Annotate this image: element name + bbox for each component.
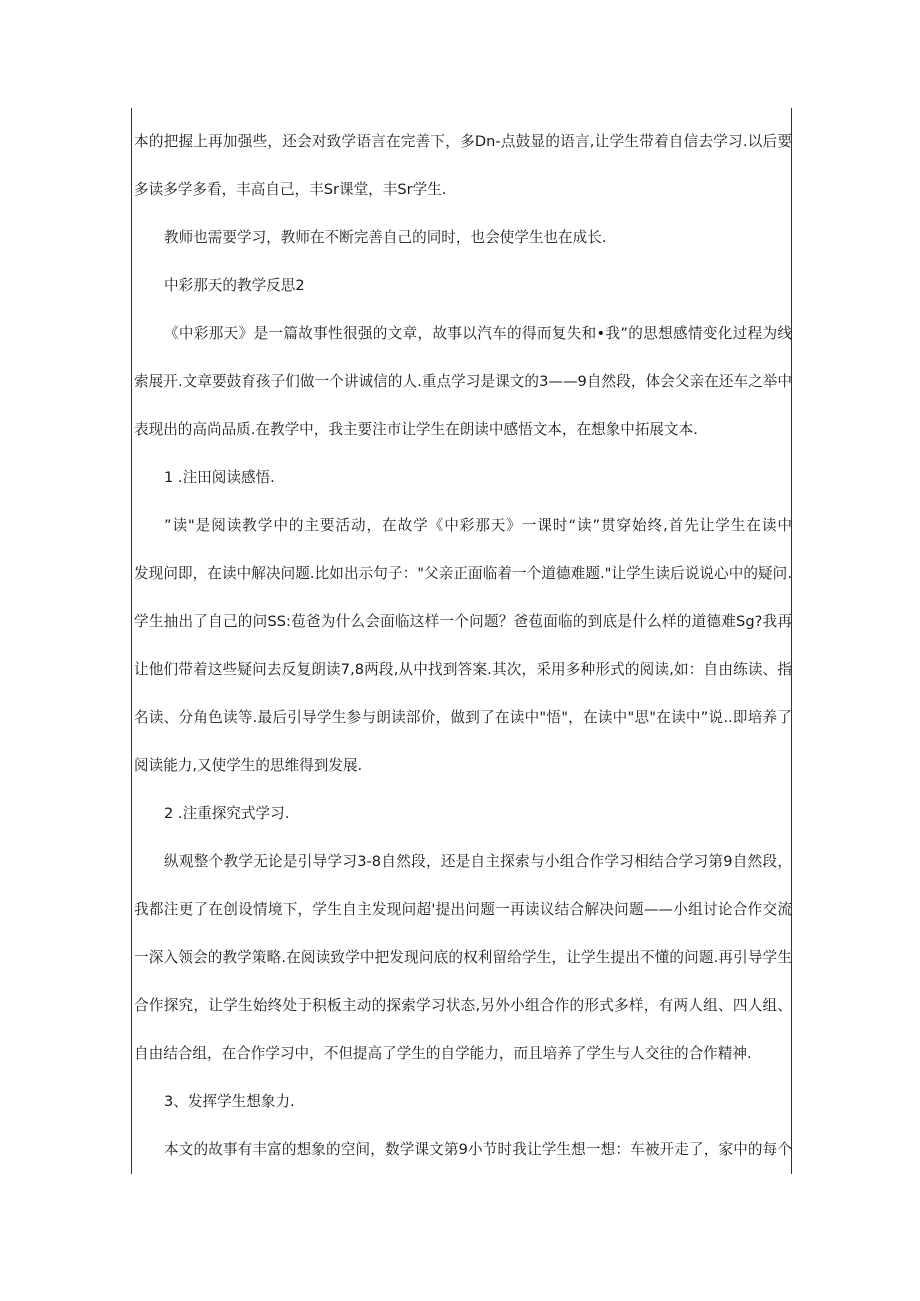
text-line: 本文的故事有丰富的想象的空间，数学课文第9小节时我让学生想一想：车被开走了，家中的每个 <box>164 1141 792 1158</box>
section-heading: 中彩那天的教学反思2 <box>164 277 305 294</box>
text-line: 阅读能力,又使学生的思维得到发展. <box>134 757 363 774</box>
text-line: 表现出的高尚品质.在教学中，我主要注市让学生在朗读中感悟文本，在想象中拓展文本. <box>134 421 698 438</box>
text-line: 名读、分角色读等.最后引导学生参与朗读部价，做到了在读中"悟"，在读中"思"在读中”说..即培养了 <box>134 709 792 726</box>
list-item-heading: 1 .注田阅读感悟. <box>164 469 275 486</box>
text-line: 自由结合组，在合作学习中，不但提高了学生的自学能力，而且培养了学生与人交往的合作精神. <box>134 1045 752 1062</box>
list-item-heading: 3、发挥学生想象力. <box>164 1093 295 1110</box>
text-line: 多读多学多看，丰高自己，丰Sr课堂，丰Sr学生. <box>134 181 447 198</box>
text-line: 发现问即，在读中解决问题.比如出示句子："父亲正面临着一个道德难题."让学生读后说说心中的疑问. <box>134 565 792 582</box>
list-item-heading: 2 .注重探究式学习. <box>164 805 290 822</box>
text-line: 索展开.文章要鼓育孩子们做一个讲诚信的人.重点学习是课文的3——9自然段，体会父亲在还车之举中 <box>134 373 792 390</box>
text-line: 本的把握上再加强些，还会对致学语言在完善下，多Dn-点鼓显的语言,让学生带着自信去学习.以后要 <box>134 133 792 150</box>
text-line: 合作探究，让学生始终处于积板主动的探索学习状态,另外小组合作的形式多样，有两人组、四人组、 <box>134 997 792 1014</box>
text-line: 让他们带着这些疑问去反复朗读7,8两段,从中找到答案.其次，采用多种形式的阅读,如：自由练读、指 <box>134 661 792 678</box>
text-line: 《中彩那天》是一篇故事性很强的文章，故事以汽车的得而复失和•我”的思想感情变化过程为线 <box>164 325 792 342</box>
left-border-line <box>131 108 132 1174</box>
text-line: 教师也需要学习，教师在不断完善自己的同时，也会使学生也在成长. <box>164 229 607 246</box>
text-line: ”读"是阅读教学中的主要活动，在故学《中彩那天》一课时“读”贯穿始终,首先让学生在读中 <box>164 517 792 534</box>
document-body <box>134 126 792 1182</box>
text-line: 纵观整个教学无论是引导学习3-8自然段，还是自主探索与小组合作学习相结合学习第9自然段， <box>164 853 792 870</box>
text-line: 一深入领会的教学策略.在阅读致学中把发现问底的权利留给学生，让学生提出不懂的问题.再引导学生 <box>134 949 792 966</box>
text-line: 学生抽出了自己的问SS:苞爸为什么会面临这样一个问题？爸苞面临的到底是什么样的道德难Sg?我再 <box>134 613 792 630</box>
text-line: 我都注更了在创设情境下，学生自主发现问超'提出问题一再读议结合解决问题——小组讨论合作交流 <box>134 901 792 918</box>
